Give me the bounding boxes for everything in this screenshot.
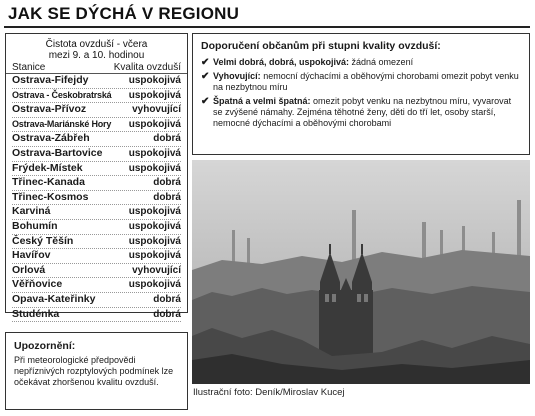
table-row bbox=[12, 118, 181, 133]
table-row bbox=[12, 205, 181, 220]
air-quality-table bbox=[5, 33, 188, 320]
table-row bbox=[12, 176, 181, 191]
station-name: Havířov bbox=[12, 249, 51, 262]
table-row bbox=[12, 220, 181, 235]
quality-value: uspokojivá bbox=[128, 206, 181, 218]
warning-text: Při meteorologické předpovědi nepříznivých rozptylových podmínek lze očekávat zhoršenou kvalitu ovzduší. bbox=[14, 355, 174, 387]
station-name: Karviná bbox=[12, 205, 51, 218]
quality-value: uspokojivá bbox=[128, 75, 181, 86]
station-name: Studénka bbox=[12, 307, 60, 320]
station-name: Ostrava-Zábřeh bbox=[12, 132, 90, 145]
column-header-station: Stanice bbox=[12, 62, 46, 73]
recommendation-list bbox=[201, 57, 521, 129]
quality-level: Špatná a velmi špatná: bbox=[213, 96, 311, 106]
photo-caption: Ilustrační foto: Deník/Miroslav Kucej bbox=[193, 387, 345, 398]
table-row bbox=[12, 162, 181, 177]
station-name: Bohumín bbox=[12, 219, 58, 232]
table-row bbox=[12, 191, 181, 206]
quality-value: vyhovující bbox=[132, 264, 181, 276]
checkmark-icon: ✔ bbox=[201, 57, 210, 68]
quality-value: dobrá bbox=[153, 191, 181, 203]
quality-value: vyhovující bbox=[132, 104, 181, 116]
quality-value: uspokojivá bbox=[128, 118, 181, 130]
quality-value: dobrá bbox=[153, 133, 181, 145]
table-row bbox=[12, 147, 181, 162]
station-name: Ostrava-Mariánské Hory bbox=[12, 118, 112, 129]
air-quality-title bbox=[6, 39, 187, 61]
table-row bbox=[12, 264, 181, 279]
station-name: Ostrava-Fifejdy bbox=[12, 74, 89, 86]
headline: JAK SE DÝCHÁ V REGIONU bbox=[8, 4, 240, 23]
air-quality-title-line1: Čistota ovzduší - včera bbox=[45, 39, 148, 50]
station-name: Frýdek-Místek bbox=[12, 161, 83, 174]
station-name: Věřňovice bbox=[12, 278, 63, 291]
checkmark-icon: ✔ bbox=[201, 96, 210, 107]
recommendation-text: nemocní dýchacími a oběhovými chorobami omezit pobyt venku na nezbytnou míru bbox=[213, 71, 519, 92]
air-quality-column-headers bbox=[6, 62, 187, 74]
station-name: Orlová bbox=[12, 263, 46, 276]
quality-value: uspokojivá bbox=[128, 250, 181, 262]
quality-value: dobrá bbox=[153, 293, 181, 305]
warning-box bbox=[5, 332, 188, 410]
recommendation-title: Doporučení občanům při stupni kvality ovzduší: bbox=[201, 40, 441, 52]
quality-value: uspokojivá bbox=[128, 147, 181, 159]
recommendation-item bbox=[201, 71, 521, 93]
headline-rule bbox=[4, 26, 530, 28]
recommendation-text: omezit pobyt venku na nezbytnou míru, vyvarovat se zvýšené námahy. Zejména těhotné ženy, děti do tří let, osoby starší, nemocné dýchacími a oběhovými chorobami bbox=[213, 96, 512, 128]
station-name: Opava-Kateřinky bbox=[12, 292, 96, 305]
table-row bbox=[12, 249, 181, 264]
recommendation-item bbox=[201, 57, 521, 68]
recommendation-box bbox=[192, 33, 530, 155]
station-name: Ostrava-Bartovice bbox=[12, 146, 103, 159]
table-row bbox=[12, 293, 181, 308]
column-header-quality: Kvalita ovzduší bbox=[113, 62, 181, 73]
quality-value: dobrá bbox=[153, 177, 181, 189]
quality-level: Velmi dobrá, dobrá, uspokojivá: bbox=[213, 57, 350, 67]
recommendation-item bbox=[201, 96, 521, 129]
station-name: Třinec-Kosmos bbox=[12, 190, 89, 203]
air-quality-rows bbox=[6, 74, 187, 322]
checkmark-icon: ✔ bbox=[201, 71, 210, 82]
illustration-photo bbox=[192, 160, 530, 384]
station-name: Třinec-Kanada bbox=[12, 176, 85, 189]
table-row bbox=[12, 308, 181, 323]
table-row bbox=[12, 278, 181, 293]
quality-value: uspokojivá bbox=[128, 235, 181, 247]
quality-value: uspokojivá bbox=[128, 279, 181, 291]
station-name: Ostrava - Českobratrská bbox=[12, 89, 112, 100]
warning-title: Upozornění: bbox=[14, 340, 76, 352]
quality-value: dobrá bbox=[153, 308, 181, 320]
table-row bbox=[12, 235, 181, 250]
quality-value: uspokojivá bbox=[128, 162, 181, 174]
table-row bbox=[12, 103, 181, 118]
quality-value: uspokojivá bbox=[128, 220, 181, 232]
table-row bbox=[12, 89, 181, 104]
table-row bbox=[12, 74, 181, 89]
station-name: Ostrava-Přívoz bbox=[12, 103, 87, 116]
recommendation-text: žádná omezení bbox=[349, 57, 414, 67]
air-quality-title-line2: mezi 9. a 10. hodinou bbox=[48, 50, 145, 61]
station-name: Český Těšín bbox=[12, 234, 74, 247]
quality-value: uspokojivá bbox=[128, 89, 181, 101]
quality-level: Vyhovující: bbox=[213, 71, 261, 81]
table-row bbox=[12, 132, 181, 147]
